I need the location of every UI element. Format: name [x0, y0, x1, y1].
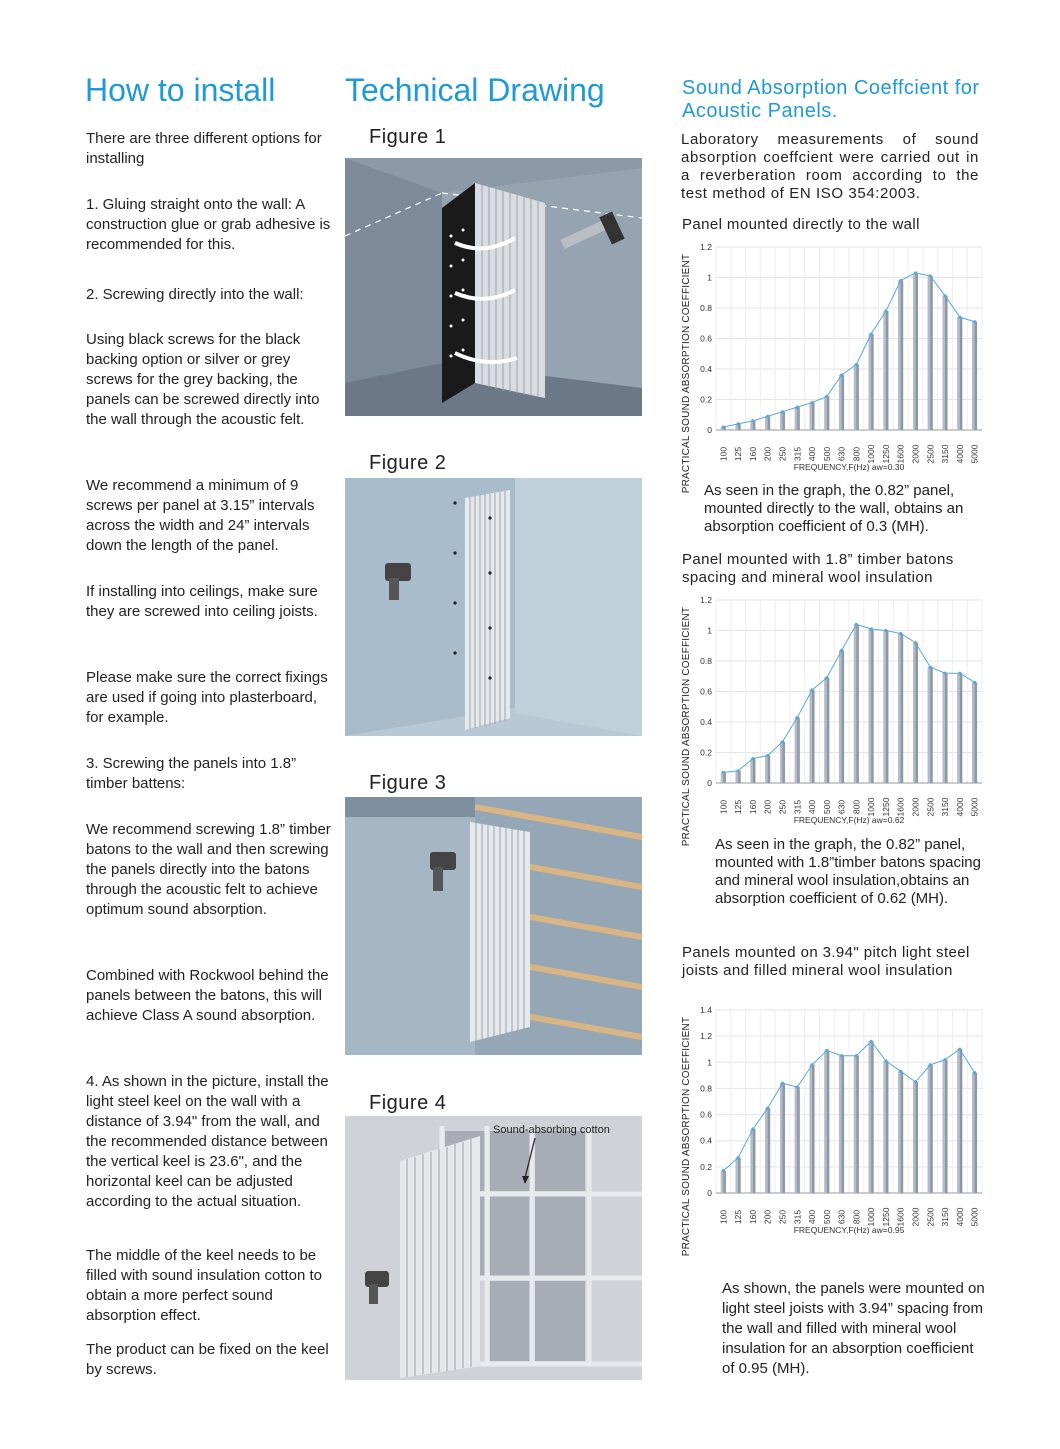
data-point [751, 757, 754, 760]
install-title: How to install [85, 72, 276, 108]
bar-highlight [750, 759, 753, 783]
data-point [840, 374, 843, 377]
y-tick-label: 1.2 [700, 242, 712, 252]
x-tick-label: 160 [747, 799, 758, 815]
x-tick-label: 2500 [925, 797, 936, 817]
data-point [914, 641, 917, 644]
y-axis-label: PRACTICAL SOUND ABSORPTION COEFFICIENT [681, 253, 692, 494]
y-tick-label: 1.2 [700, 595, 712, 605]
x-tick-label: 1000 [866, 444, 877, 464]
bar-highlight [913, 643, 916, 783]
bar-highlight [898, 1071, 901, 1193]
x-tick-label: 5000 [969, 797, 980, 817]
chart-2-caption: As seen in the graph, the 0.82” panel, mounted with 1.8”timber batons spacing and mineral wool insulation,obtains an absorption coefficient of 0.62 (MH). [715, 836, 981, 907]
install-paragraph: 1. Gluing straight onto the wall: A construction glue or grab adhesive is recommended for this. [86, 196, 331, 253]
bar-highlight [795, 407, 798, 430]
data-point [899, 279, 902, 282]
x-tick-label: 200 [762, 1209, 773, 1225]
data-point [781, 1082, 784, 1085]
x-tick-label: 5000 [969, 1207, 980, 1227]
install-paragraph: If installing into ceilings, make sure they are screwed into ceiling joists. [86, 583, 318, 620]
install-paragraph: The product can be fixed on the keel by screws. [86, 1341, 329, 1378]
install-paragraph: There are three different options for installing [86, 130, 322, 167]
x-tick-label: 800 [851, 446, 862, 462]
install-paragraph: The middle of the keel needs to be filled with sound insulation cotton to obtain a more perfect sound absorption effect. [86, 1247, 322, 1324]
chart-1-heading: Panel mounted directly to the wall [682, 216, 920, 233]
y-tick-label: 0 [707, 425, 712, 435]
bar-highlight [869, 1041, 872, 1193]
bar-highlight [810, 690, 813, 783]
y-tick-label: 0 [707, 1188, 712, 1198]
x-tick-label: 4000 [954, 444, 965, 464]
data-point [810, 1063, 813, 1066]
y-tick-label: 0.4 [700, 364, 712, 374]
data-point [722, 1169, 725, 1172]
data-point [914, 1080, 917, 1083]
x-tick-label: 2000 [910, 797, 921, 817]
x-tick-label: 250 [777, 446, 788, 462]
data-point [929, 666, 932, 669]
data-point [884, 1059, 887, 1062]
bar-highlight [883, 311, 886, 430]
bar-highlight [972, 322, 975, 430]
chart-1 [678, 238, 990, 508]
absorption-intro: Laboratory measurements of sound absorption coeffcient were carried out in a reverberation room according to the test method of EN ISO 354:2003. [681, 131, 979, 202]
data-point [825, 676, 828, 679]
bar-highlight [736, 1158, 739, 1193]
data-point [973, 320, 976, 323]
bar-highlight [795, 1087, 798, 1193]
x-tick-label: 200 [762, 799, 773, 815]
data-point [884, 309, 887, 312]
data-point [855, 623, 858, 626]
data-point [810, 401, 813, 404]
data-point [929, 1063, 932, 1066]
data-point [796, 1086, 799, 1089]
data-point [825, 1049, 828, 1052]
y-tick-label: 1.4 [700, 1005, 712, 1015]
y-tick-label: 0.2 [700, 394, 712, 405]
x-tick-label: 400 [807, 446, 818, 462]
data-point [943, 672, 946, 675]
x-tick-label: 1250 [880, 1207, 891, 1227]
data-point [943, 1058, 946, 1061]
data-point [737, 769, 740, 772]
figure-3-image [345, 797, 642, 1055]
x-axis-label: FREQUENCY,F(Hz) aw=0.30 [793, 462, 905, 472]
bar-highlight [957, 673, 960, 783]
data-point [958, 1048, 961, 1051]
data-point [855, 363, 858, 366]
bar-highlight [883, 1061, 886, 1193]
x-axis-label: FREQUENCY,F(Hz) aw=0.95 [793, 1225, 905, 1235]
bar-highlight [928, 276, 931, 430]
bar-highlight [780, 742, 783, 783]
bar-highlight [765, 416, 768, 430]
y-tick-label: 0.6 [700, 333, 712, 344]
x-tick-label: 1250 [880, 444, 891, 464]
bar-highlight [854, 1056, 857, 1193]
x-tick-label: 400 [807, 1209, 818, 1225]
bar-highlight [898, 634, 901, 783]
data-point [870, 332, 873, 335]
data-point [840, 1054, 843, 1057]
bar-highlight [943, 1060, 946, 1193]
y-tick-label: 0 [707, 778, 712, 788]
x-tick-label: 630 [836, 1209, 847, 1225]
y-tick-label: 0.8 [700, 303, 712, 313]
data-point [796, 716, 799, 719]
x-tick-label: 3150 [940, 1207, 951, 1227]
data-point [943, 294, 946, 297]
x-tick-label: 500 [821, 446, 832, 462]
drawing-title: Technical Drawing [345, 72, 605, 108]
bar-highlight [721, 1171, 724, 1193]
x-tick-label: 2500 [925, 1207, 936, 1227]
y-tick-label: 1 [707, 1057, 712, 1068]
data-point [766, 415, 769, 418]
x-tick-label: 630 [836, 799, 847, 815]
bar-highlight [721, 772, 724, 783]
bar-highlight [810, 403, 813, 430]
chart-3-caption: As shown, the panels were mounted on light steel joists with 3.94” spacing from the wall and filled with mineral wool insulation for an absorption coefficient of 0.95 (MH). [722, 1280, 985, 1377]
x-tick-label: 2000 [910, 1207, 921, 1227]
figure-4-label: Figure 4 [369, 1092, 447, 1114]
bar-highlight [824, 1051, 827, 1193]
bar-highlight [957, 1049, 960, 1193]
x-tick-label: 125 [733, 446, 744, 462]
bar-highlight [913, 273, 916, 430]
x-tick-label: 5000 [969, 444, 980, 464]
y-tick-label: 0.4 [700, 717, 712, 727]
x-tick-label: 125 [733, 799, 744, 815]
bar-highlight [780, 1083, 783, 1193]
x-tick-label: 1250 [880, 797, 891, 817]
install-paragraph: 2. Screwing directly into the wall: [86, 286, 304, 303]
data-point [973, 1071, 976, 1074]
install-paragraph: We recommend a minimum of 9 screws per panel at 3.15” intervals across the width and 24” intervals down the length of the panel. [86, 477, 315, 554]
data-point [722, 771, 725, 774]
bar-highlight [765, 1108, 768, 1193]
bar-highlight [928, 667, 931, 783]
figure-1-label: Figure 1 [369, 126, 447, 148]
x-tick-label: 2500 [925, 444, 936, 464]
x-tick-label: 160 [747, 1209, 758, 1225]
bar-highlight [928, 1065, 931, 1193]
bar-highlight [898, 281, 901, 430]
data-point [870, 1040, 873, 1043]
data-point [766, 1106, 769, 1109]
install-paragraph: 4. As shown in the picture, install the light steel keel on the wall with a distance of 3.94" from the wall, and the recommended distance between the vertical keel is 23.6", and the horizontal keel can be adjusted according to the actual situation. [86, 1073, 329, 1210]
chart-2-heading: Panel mounted with 1.8” timber batons spacing and mineral wool insulation [682, 551, 954, 586]
install-paragraph: Using black screws for the black backing option or silver or grey screws for the grey backing, the panels can be screwed directly into the wall through the acoustic felt. [86, 331, 320, 428]
data-point [737, 1156, 740, 1159]
bar-highlight [943, 673, 946, 783]
data-point [899, 1070, 902, 1073]
data-point [796, 406, 799, 409]
bar-highlight [780, 412, 783, 430]
x-tick-label: 250 [777, 799, 788, 815]
install-paragraph: Combined with Rockwool behind the panels between the batons, this will achieve Class A sound absorption. [86, 967, 329, 1024]
chart-1-caption: As seen in the graph, the 0.82” panel, mounted directly to the wall, obtains an absorption coefficient of 0.3 (MH). [704, 482, 964, 535]
y-tick-label: 0.2 [700, 747, 712, 758]
bar-highlight [824, 396, 827, 430]
x-tick-label: 315 [792, 799, 803, 815]
data-point [810, 688, 813, 691]
bar-highlight [824, 678, 827, 783]
figure-2-label: Figure 2 [369, 452, 447, 474]
y-tick-label: 0.2 [700, 1161, 712, 1172]
data-point [737, 422, 740, 425]
bar-highlight [943, 296, 946, 430]
x-tick-label: 3150 [940, 444, 951, 464]
x-tick-label: 100 [718, 446, 729, 462]
x-tick-label: 125 [733, 1209, 744, 1225]
y-tick-label: 1 [707, 272, 712, 283]
x-tick-label: 800 [851, 1209, 862, 1225]
bar-highlight [972, 1073, 975, 1193]
install-paragraph: Please make sure the correct fixings are used if going into plasterboard, for example. [86, 669, 328, 726]
y-tick-label: 1 [707, 625, 712, 636]
x-tick-label: 1600 [895, 797, 906, 817]
x-tick-label: 1600 [895, 444, 906, 464]
x-tick-label: 200 [762, 446, 773, 462]
x-axis-label: FREQUENCY,F(Hz) aw=0.62 [793, 815, 905, 825]
x-tick-label: 2000 [910, 444, 921, 464]
figure-4-image [345, 1116, 642, 1380]
y-tick-label: 0.8 [700, 1083, 712, 1094]
bar-highlight [957, 317, 960, 430]
y-tick-label: 0.6 [700, 1109, 712, 1120]
data-point [825, 395, 828, 398]
bar-highlight [913, 1082, 916, 1193]
data-point [722, 425, 725, 428]
y-tick-label: 0.4 [700, 1135, 712, 1146]
data-point [958, 672, 961, 675]
x-tick-label: 3150 [940, 797, 951, 817]
x-tick-label: 630 [836, 446, 847, 462]
y-tick-label: 1.2 [700, 1031, 712, 1042]
data-point [958, 316, 961, 319]
data-point [914, 271, 917, 274]
bar-highlight [736, 771, 739, 783]
bar-highlight [839, 375, 842, 430]
bar-highlight [854, 624, 857, 783]
data-point [766, 754, 769, 757]
bar-highlight [810, 1065, 813, 1193]
x-tick-label: 4000 [954, 797, 965, 817]
data-point [751, 1127, 754, 1130]
bar-highlight [839, 650, 842, 783]
x-tick-label: 500 [821, 799, 832, 815]
figure-2-image [345, 478, 642, 736]
data-point [929, 274, 932, 277]
x-tick-label: 500 [821, 1209, 832, 1225]
y-tick-label: 0.6 [700, 686, 712, 697]
data-point [884, 629, 887, 632]
data-point [840, 649, 843, 652]
x-tick-label: 160 [747, 446, 758, 462]
bar-highlight [883, 631, 886, 784]
data-point [899, 632, 902, 635]
x-tick-label: 400 [807, 799, 818, 815]
x-tick-label: 315 [792, 1209, 803, 1225]
data-point [751, 419, 754, 422]
y-tick-label: 0.8 [700, 656, 712, 666]
x-tick-label: 800 [851, 799, 862, 815]
bar-highlight [839, 1056, 842, 1193]
bar-highlight [750, 1129, 753, 1193]
data-point [781, 740, 784, 743]
data-point [855, 1054, 858, 1057]
y-axis-label: PRACTICAL SOUND ABSORPTION COEFFICIENT [681, 1016, 692, 1257]
data-point [973, 681, 976, 684]
absorption-title: Sound Absorption Coeffcient for Acoustic Panels. [682, 77, 980, 122]
x-tick-label: 315 [792, 446, 803, 462]
x-tick-label: 1000 [866, 797, 877, 817]
x-tick-label: 250 [777, 1209, 788, 1225]
bar-highlight [869, 334, 872, 430]
bar-highlight [765, 756, 768, 783]
x-tick-label: 1600 [895, 1207, 906, 1227]
data-point [781, 410, 784, 413]
chart-3-heading: Panels mounted on 3.94" pitch light steel joists and filled mineral wool insulation [682, 944, 970, 979]
x-tick-label: 100 [718, 1209, 729, 1225]
x-tick-label: 100 [718, 799, 729, 815]
install-paragraph: We recommend screwing 1.8” timber batons to the wall and then screwing the panels directly into the batons through the acoustic felt to achieve optimum sound absorption. [86, 821, 331, 918]
figure-4-callout: Sound-absorbing cotton [493, 1124, 610, 1136]
install-paragraph: 3. Screwing the panels into 1.8” timber battens: [86, 755, 297, 792]
figure-1-image [345, 158, 642, 416]
figure-3-label: Figure 3 [369, 772, 447, 794]
bar-highlight [795, 717, 798, 783]
bar-highlight [854, 364, 857, 430]
data-point [870, 627, 873, 630]
chart-2 [678, 591, 990, 861]
y-axis-label: PRACTICAL SOUND ABSORPTION COEFFICIENT [681, 606, 692, 847]
bar-highlight [972, 682, 975, 783]
x-tick-label: 4000 [954, 1207, 965, 1227]
x-tick-label: 1000 [866, 1207, 877, 1227]
bar-highlight [869, 629, 872, 783]
chart-3 [678, 1001, 990, 1271]
